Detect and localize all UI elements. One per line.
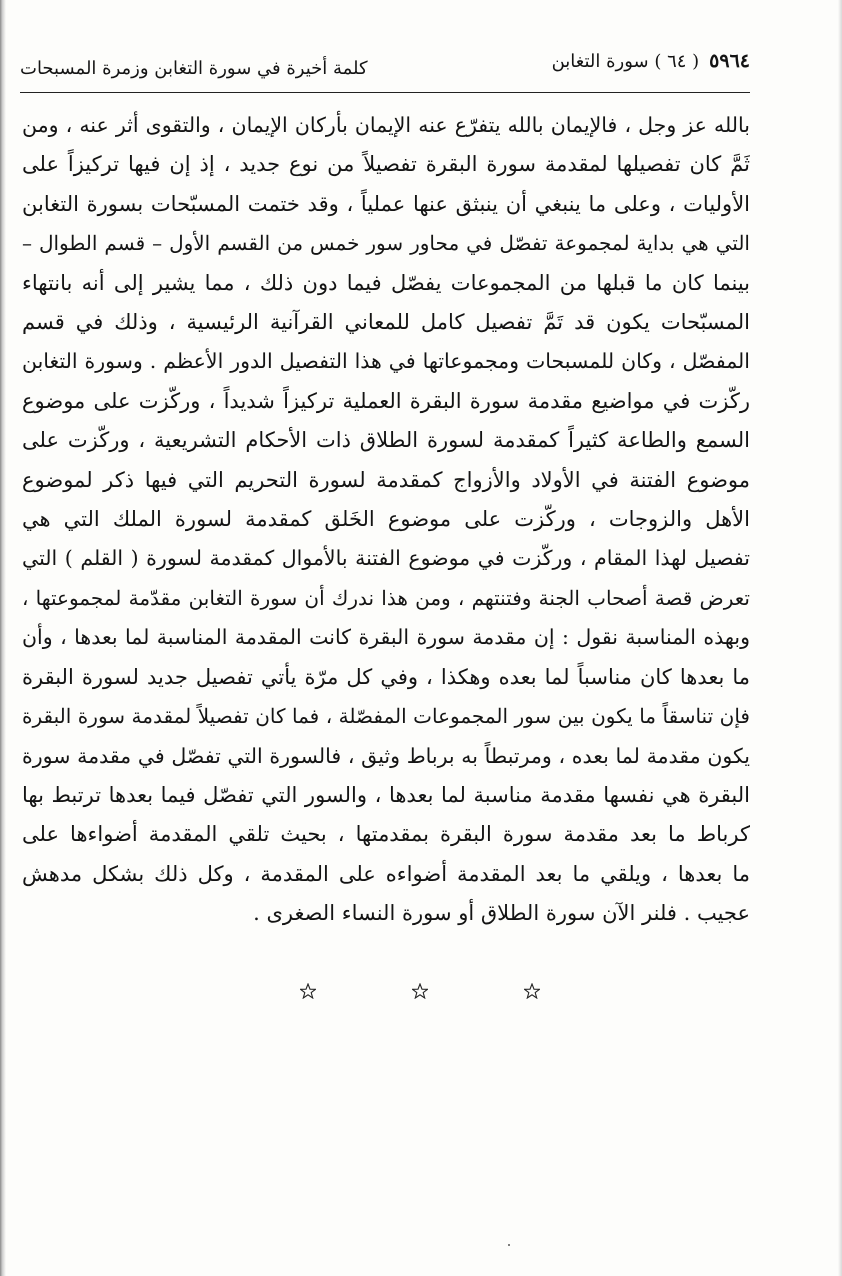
page-number: ٥٩٦٤ (709, 50, 750, 72)
surah-label: ( ٦٤ ) سورة التغابن (551, 51, 700, 72)
star-icon (412, 983, 428, 999)
body-line: المسبّحات يكون قد تَمَّ تفصيل كامل للمعاني القرآنية الرئيسية ، وذلك في قسم (22, 310, 750, 335)
body-line: تفصيل لهذا المقام ، وركّزت في موضوع الفتنة بالأموال كمقدمة لسورة ( القلم ) التي (22, 546, 750, 571)
body-line: ثَمَّ كان تفصيلها لمقدمة سورة البقرة تفصيلاً من نوع جديد ، إذ إن فيها تركيزاً على (22, 152, 750, 177)
page-header (20, 44, 750, 84)
body-line: بالله عز وجل ، فالإيمان بالله يتفرّع عنه الإيمان بأركان الإيمان ، والتقوى أثر عنه ، ومن (22, 113, 750, 137)
body-line: تعرض قصة أصحاب الجنة وفتنتهم ، ومن هذا ندرك أن سورة التغابن مقدّمة لمجموعتها ، (22, 585, 750, 610)
body-line-last: عجيب . فلنر الآن سورة الطلاق أو سورة النساء الصغرى . (253, 901, 750, 926)
section-divider (300, 983, 540, 1013)
body-line: كرباط ما بعد مقدمة سورة البقرة بمقدمتها ، بحيث تلقي المقدمة أضواءها على (22, 822, 750, 847)
body-line: ما بعدها ، ويلقي ما بعد المقدمة أضواءه على المقدمة ، وكل ذلك بشكل مدهش (22, 861, 750, 886)
scan-edge-left (0, 0, 6, 1276)
scan-edge-right (838, 0, 842, 1276)
body-line: وبهذه المناسبة نقول : إن مقدمة سورة البقرة كانت المقدمة المناسبة لما بعدها ، وأن (22, 625, 750, 650)
star-icon (524, 983, 540, 999)
body-line: يكون مقدمة لما بعده ، ومرتبطاً به برباط وثيق ، فالسورة التي تفصّل في مقدمة سورة (22, 743, 750, 768)
header-right-group (552, 50, 750, 72)
body-line: الأهل والزوجات ، وركّزت على موضوع الخَلق كمقدمة لسورة الملك التي هي (22, 507, 750, 532)
body-line: فإن تناسقاً ما يكون بين سور المجموعات المفصّلة ، فما كان تفصيلاً لمقدمة سورة البقرة (22, 704, 750, 729)
header-rule (20, 92, 750, 93)
star-icon (300, 983, 316, 999)
scan-speck (508, 1244, 510, 1246)
section-title: كلمة أخيرة في سورة التغابن وزمرة المسبحات (20, 58, 368, 79)
body-line: ركّزت في مواضيع مقدمة سورة البقرة العملية تركيزاً شديداً ، وركّزت على موضوع (22, 388, 750, 413)
body-line: البقرة هي نفسها مقدمة مناسبة لما بعدها ، والسور التي تفصّل فيما بعدها ترتبط بها (22, 782, 750, 807)
body-line: السمع والطاعة كثيراً كمقدمة لسورة الطلاق ذات الأحكام التشريعية ، وركّزت على (22, 428, 750, 453)
body-line: موضوع الفتنة في الأولاد والأزواج كمقدمة لسورة التحريم التي فيها ذكر لموضوع (22, 467, 750, 492)
body-line: ما بعدها كان مناسباً لما بعده وهكذا ، وفي كل مرّة يأتي تفصيل جديد لسورة البقرة (22, 664, 750, 689)
body-line: بينما كان ما قبلها من المجموعات يفصّل فيما دون ذلك ، مما يشير إلى أنه بانتهاء (22, 270, 750, 295)
body-line: التي هي بداية لمجموعة تفصّل في محاور سور خمس من القسم الأول – قسم الطوال – (22, 231, 750, 256)
body-line: المفصّل ، وكان للمسبحات ومجموعاتها في هذا التفصيل الدور الأعظم . وسورة التغابن (22, 349, 750, 374)
body-text (22, 106, 750, 934)
body-line: الأوليات ، وعلى ما ينبغي أن ينبثق عنها عملياً ، وقد ختمت المسبّحات بسورة التغابن (22, 191, 750, 216)
